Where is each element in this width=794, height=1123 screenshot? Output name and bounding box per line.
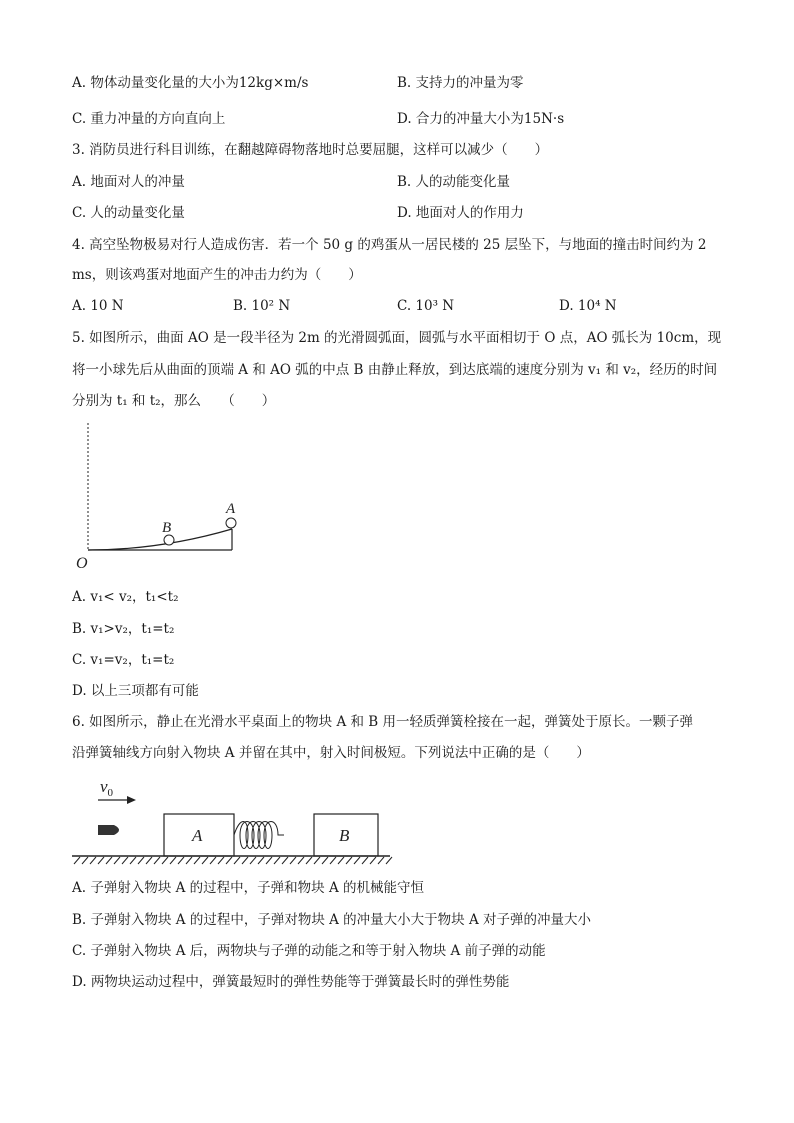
arc-surface: [88, 529, 232, 550]
q3-option-d: D. 地面对人的作用力: [397, 205, 524, 221]
q6-option-d: D. 两物块运动过程中，弹簧最短时的弹性势能等于弹簧最长时的弹性势能: [72, 974, 510, 990]
q5-option-d: D. 以上三项都有可能: [72, 683, 199, 699]
q2-option-a: A. 物体动量变化量的大小为12kg×m/s: [72, 75, 309, 91]
q3-option-c: C. 人的动量变化量: [72, 205, 185, 221]
velocity-arrowhead: [127, 796, 136, 804]
label-b: B: [162, 520, 172, 536]
q4-option-c: C. 10³ N: [397, 298, 455, 314]
label-a: A: [226, 501, 236, 517]
q3-stem: 3. 消防员进行科目训练，在翻越障碍物落地时总要屈腿，这样可以减少（ ）: [72, 142, 549, 158]
ball-at-b: [164, 535, 174, 545]
block-a-label: A: [192, 826, 203, 845]
q4-stem-line2: ms，则该鸡蛋对地面产生的冲击力约为（ ）: [72, 267, 362, 283]
q5-stem-line3: 分别为 t₁ 和 t₂，那么 （ ）: [72, 393, 276, 409]
q4-option-a: A. 10 N: [72, 298, 124, 314]
q2-option-c: C. 重力冲量的方向直向上: [72, 111, 226, 127]
bullet: [98, 825, 119, 835]
spring: [234, 822, 284, 849]
q6-stem-line2: 沿弹簧轴线方向射入物块 A 并留在其中，射入时间极短。下列说法中正确的是（ ）: [72, 745, 590, 761]
q4-option-b: B. 10² N: [233, 298, 291, 314]
q5-option-b: B. v₁>v₂，t₁=t₂: [72, 621, 175, 637]
q5-arc-figure: [70, 418, 250, 578]
q4-option-d: D. 10⁴ N: [559, 298, 617, 314]
q5-option-a: A. v₁< v₂，t₁<t₂: [72, 589, 179, 605]
ball-at-a: [226, 518, 236, 528]
label-o: O: [76, 555, 88, 572]
q5-option-c: C. v₁=v₂，t₁=t₂: [72, 652, 175, 668]
q3-option-b: B. 人的动能变化量: [397, 174, 511, 190]
q5-stem-line2: 将一小球先后从曲面的顶端 A 和 AO 弧的中点 B 由静止释放，到达底端的速度分别为 v₁ 和 v₂，经历的时间: [72, 362, 718, 378]
q2-option-d: D. 合力的冲量大小为15N·s: [397, 111, 565, 127]
ground-hatching: [74, 857, 392, 864]
q6-spring-figure: [70, 772, 400, 872]
q6-stem-line1: 6. 如图所示，静止在光滑水平桌面上的物块 A 和 B 用一轻质弹簧栓接在一起，弹簧处于原长。一颗子弹: [72, 714, 694, 730]
velocity-label: $v_0$: [100, 777, 114, 799]
q6-option-a: A. 子弹射入物块 A 的过程中，子弹和物块 A 的机械能守恒: [72, 880, 424, 896]
q6-option-b: B. 子弹射入物块 A 的过程中，子弹对物块 A 的冲量大小大于物块 A 对子弹的冲量大小: [72, 912, 591, 928]
q5-stem-line1: 5. 如图所示，曲面 AO 是一段半径为 2m 的光滑圆弧面，圆弧与水平面相切于 O 点，AO 弧长为 10cm，现: [72, 330, 722, 346]
q6-option-c: C. 子弹射入物块 A 后，两物块与子弹的动能之和等于射入物块 A 前子弹的动能: [72, 943, 546, 959]
q4-stem-line1: 4. 高空坠物极易对行人造成伤害．若一个 50 g 的鸡蛋从一居民楼的 25 层坠下，与地面的撞击时间约为 2: [72, 237, 707, 253]
q3-option-a: A. 地面对人的冲量: [72, 174, 185, 190]
block-b-label: B: [339, 826, 350, 845]
q2-option-b: B. 支持力的冲量为零: [397, 75, 524, 91]
